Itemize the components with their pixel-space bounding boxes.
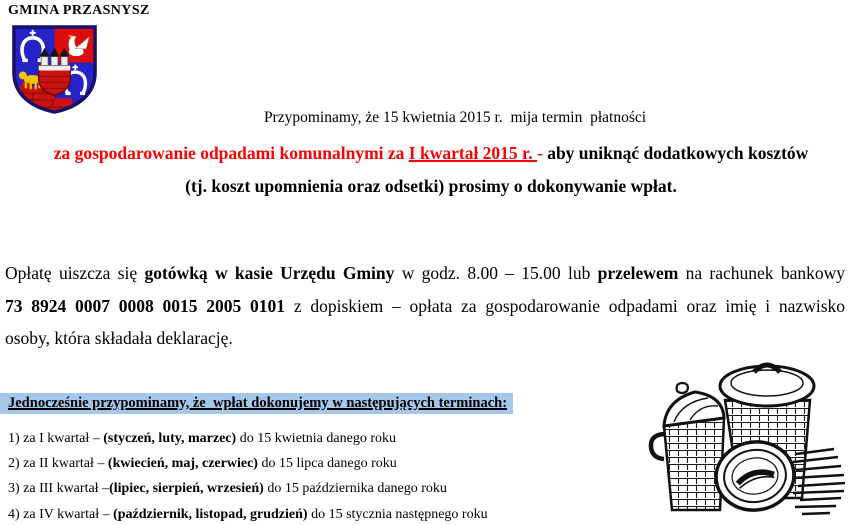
payment-reminder-intro: Przypominamy, że 15 kwietnia 2015 r. mija termin płatności — [263, 109, 647, 126]
coat-of-arms-image — [8, 23, 101, 116]
deadlines-heading-highlight: Jednocześnie przypominamy, że wpłat dokonujemy w następujących terminach: — [0, 393, 513, 414]
trash-cans-image — [620, 330, 850, 525]
deadline-tail: do 15 kwietnia danego roku — [236, 431, 396, 446]
deadline-tail: do 15 października danego roku — [263, 481, 447, 497]
text-segment: Opłatę uiszcza się — [5, 263, 145, 283]
deadline-lead: 4) za IV kwartał – — [8, 506, 114, 522]
deadline-months-bold: (październik, listopad, grudzień) — [113, 506, 308, 522]
text-segment: na rachunek bankowy — [678, 263, 845, 283]
deadline-months-bold: (styczeń, luty, marzec) — [103, 431, 237, 446]
cash-payment-bold: gotówką w kasie Urzędu Gminy — [144, 263, 395, 283]
payment-paragraph-line1 — [5, 257, 845, 290]
alert-dash: - — [536, 143, 548, 163]
alert-black-suffix: aby uniknąć dodatkowych kosztów — [547, 143, 809, 163]
deadlines-list — [8, 426, 488, 525]
deadline-tail: do 15 stycznia następnego roku — [307, 506, 488, 522]
deadline-months-bold: (kwiecień, maj, czerwiec) — [107, 456, 258, 472]
deadline-item-q3 — [8, 476, 488, 501]
deadline-item-q2 — [8, 451, 488, 476]
bank-account-number: 73 8924 0007 0008 0015 2005 0101 — [5, 295, 286, 316]
deadline-lead: 3) za III kwartał – — [8, 481, 110, 497]
deadline-lead: 1) za I kwartał – — [8, 431, 104, 446]
deadline-tail: do 15 lipca danego roku — [257, 456, 397, 472]
costs-note-line: (tj. koszt upomnienia oraz odsetki) prosimy o dokonywanie wpłat. — [185, 176, 677, 196]
alert-underlined-quarter: I kwartał 2015 r. — [408, 143, 537, 163]
deadline-item-q1 — [8, 426, 488, 451]
deadline-lead: 2) za II kwartał – — [8, 456, 108, 472]
text-segment: w godz. 8.00 – 15.00 lub — [394, 263, 598, 283]
text-segment: z dopiskiem – opłata za gospodarowanie odpadami oraz imię i nazwisko — [285, 295, 845, 316]
alert-red-text: za gospodarowanie odpadami komunalnymi za — [53, 143, 409, 163]
payment-reminder-alert — [0, 143, 850, 164]
payment-paragraph-line2 — [5, 290, 845, 323]
deadlines-heading — [0, 395, 513, 412]
text-segment: osoby, która składała deklarację. — [5, 328, 233, 349]
transfer-bold: przelewem — [597, 263, 679, 283]
org-title: GMINA PRZASNYSZ — [8, 3, 150, 18]
deadline-item-q4 — [8, 502, 488, 525]
deadline-months-bold: (lipiec, sierpień, wrzesień) — [109, 481, 264, 497]
